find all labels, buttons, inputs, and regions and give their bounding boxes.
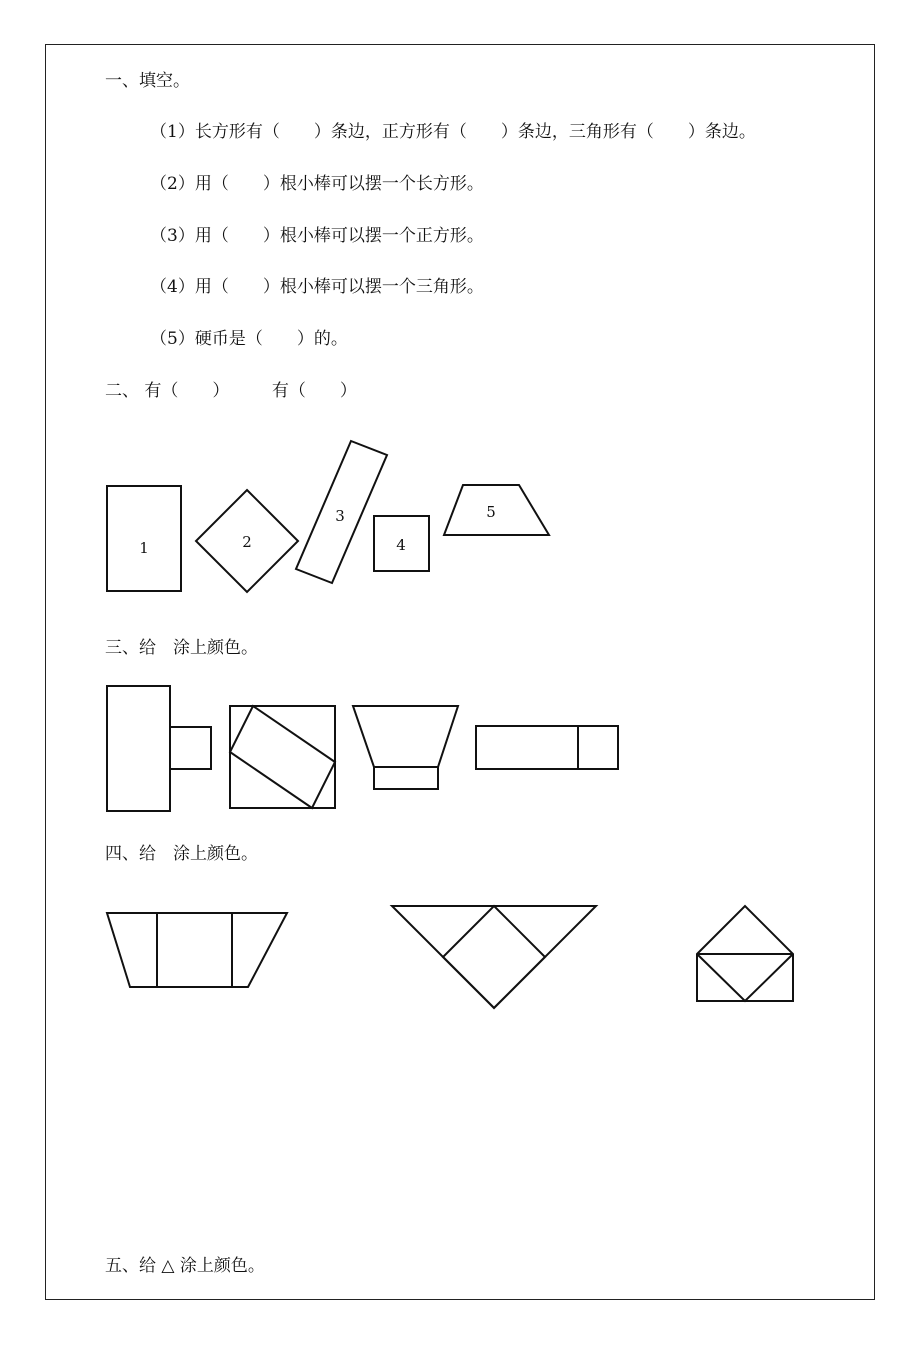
question-1: （1）长方形有（ ）条边，正方形有（ ）条边，三角形有（ ）条边。 bbox=[150, 122, 756, 142]
section3-title: 三、给 涂上颜色。 bbox=[105, 638, 258, 658]
shape-4-label: 4 bbox=[396, 536, 406, 554]
shape-1-label: 1 bbox=[139, 539, 149, 557]
section5-title: 五、给 △ 涂上颜色。 bbox=[105, 1256, 265, 1276]
question-4: （4）用（ ）根小棒可以摆一个三角形。 bbox=[150, 277, 484, 297]
figure-4b-triangle-with-diamond bbox=[392, 906, 596, 1008]
figure-4c-house bbox=[697, 906, 793, 1001]
section2-title: 二、 有（ ） 有（ ） bbox=[105, 381, 357, 401]
question-2: （2）用（ ）根小棒可以摆一个长方形。 bbox=[150, 174, 484, 194]
question-3: （3）用（ ）根小棒可以摆一个正方形。 bbox=[150, 226, 484, 246]
shape-5-label: 5 bbox=[486, 503, 496, 521]
question-5: （5）硬币是（ ）的。 bbox=[150, 329, 348, 349]
figure-4a-trapezoid-split bbox=[107, 913, 287, 987]
shape-3-label: 3 bbox=[335, 507, 345, 525]
section4-title: 四、给 涂上颜色。 bbox=[105, 844, 258, 864]
section1-title: 一、填空。 bbox=[105, 71, 190, 91]
shape-2-label: 2 bbox=[242, 533, 252, 551]
